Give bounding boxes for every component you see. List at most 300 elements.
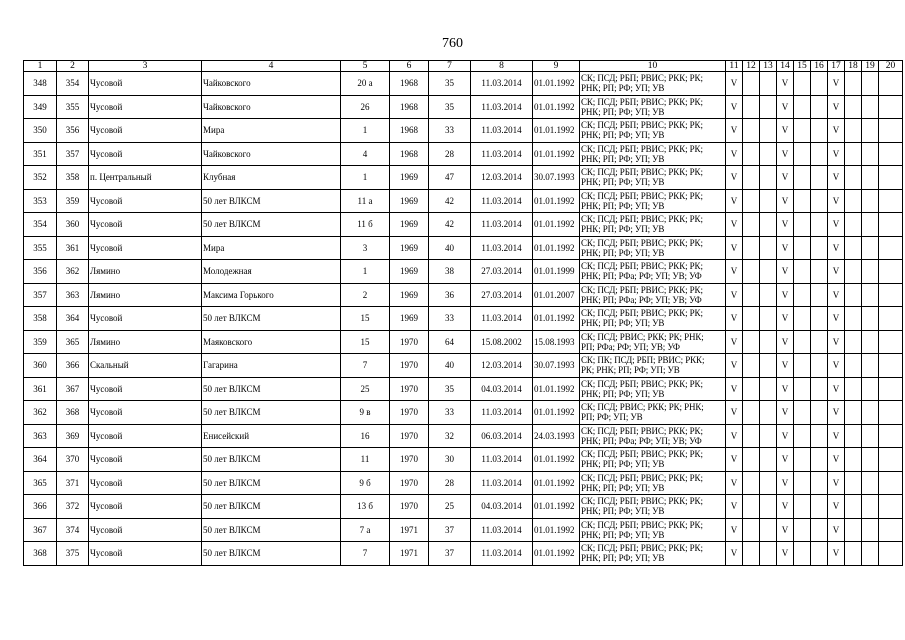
table-row xyxy=(24,119,903,143)
table-row xyxy=(24,448,903,472)
mark-cell-col-11: V xyxy=(726,354,743,378)
mark-cell-col-17: V xyxy=(828,236,845,260)
mark-cell-col-15 xyxy=(794,283,811,307)
record-number-cell: 364 xyxy=(57,307,89,331)
house-number-cell: 15 xyxy=(341,307,390,331)
mark-cell-col-14: V xyxy=(777,119,794,143)
mark-cell-col-17: V xyxy=(828,401,845,425)
column-header-10: 10 xyxy=(580,61,726,72)
mark-cell-col-11: V xyxy=(726,213,743,237)
column-header-6: 6 xyxy=(390,61,429,72)
mark-cell-col-13 xyxy=(760,95,777,119)
mark-cell-col-14: V xyxy=(777,401,794,425)
mark-cell-col-13 xyxy=(760,330,777,354)
mark-cell-col-15 xyxy=(794,401,811,425)
mark-cell-col-11: V xyxy=(726,119,743,143)
work-types-line-2: РНК; РП; РФ; УП; УВ xyxy=(581,200,665,211)
work-types-line-2: РНК; РП; РФ; УП; УВ xyxy=(581,318,665,329)
house-number-cell: 2 xyxy=(341,283,390,307)
work-types-line-2: РНК; РП; РФ; УП; УВ xyxy=(581,459,665,470)
build-year-cell: 1969 xyxy=(390,213,429,237)
mark-cell-col-15 xyxy=(794,119,811,143)
mark-cell-col-20 xyxy=(879,260,903,284)
mark-cell-col-15 xyxy=(794,448,811,472)
wear-percent-cell: 32 xyxy=(429,424,471,448)
table-row xyxy=(24,166,903,190)
work-types-line-1: СК; ПСД; РБП; РВИС; РКК; РК; xyxy=(581,425,703,436)
table-row xyxy=(24,518,903,542)
locality-cell: Чусовой xyxy=(89,307,202,331)
build-year-cell: 1970 xyxy=(390,354,429,378)
mark-cell-col-11: V xyxy=(726,401,743,425)
street-cell: 50 лет ВЛКСМ xyxy=(202,495,341,519)
street-cell: 50 лет ВЛКСМ xyxy=(202,213,341,237)
mark-cell-col-16 xyxy=(811,213,828,237)
mark-cell-col-19 xyxy=(862,72,879,96)
privatization-date-cell: 01.01.1992 xyxy=(533,448,580,472)
street-cell: Мира xyxy=(202,236,341,260)
table-row xyxy=(24,260,903,284)
wear-percent-cell: 35 xyxy=(429,95,471,119)
row-index-cell: 358 xyxy=(24,307,57,331)
mark-cell-col-19 xyxy=(862,260,879,284)
page-number: 760 xyxy=(442,36,463,51)
mark-cell-col-12 xyxy=(743,354,760,378)
mark-cell-col-12 xyxy=(743,119,760,143)
record-number-cell: 371 xyxy=(57,471,89,495)
record-number-cell: 355 xyxy=(57,95,89,119)
column-header-3: 3 xyxy=(89,61,202,72)
mark-cell-col-19 xyxy=(862,307,879,331)
wear-percent-cell: 42 xyxy=(429,189,471,213)
work-types-line-1: СК; ПСД; РБП; РВИС; РКК; РК; xyxy=(581,449,703,460)
column-header-8: 8 xyxy=(471,61,533,72)
work-types-line-2: РК; РНК; РП; РФ; УП; УВ xyxy=(581,365,680,376)
work-types-line-2: РНК; РП; РФ; УП; УВ xyxy=(581,106,665,117)
mark-cell-col-20 xyxy=(879,166,903,190)
survey-date-cell: 12.03.2014 xyxy=(471,166,533,190)
mark-cell-col-11: V xyxy=(726,142,743,166)
table-row xyxy=(24,213,903,237)
locality-cell: Чусовой xyxy=(89,213,202,237)
build-year-cell: 1969 xyxy=(390,189,429,213)
privatization-date-cell: 30.07.1993 xyxy=(533,166,580,190)
mark-cell-col-14: V xyxy=(777,448,794,472)
mark-cell-col-16 xyxy=(811,142,828,166)
mark-cell-col-19 xyxy=(862,518,879,542)
house-number-cell: 11 а xyxy=(341,189,390,213)
mark-cell-col-16 xyxy=(811,542,828,566)
mark-cell-col-17: V xyxy=(828,95,845,119)
mark-cell-col-20 xyxy=(879,448,903,472)
survey-date-cell: 04.03.2014 xyxy=(471,377,533,401)
mark-cell-col-14: V xyxy=(777,260,794,284)
build-year-cell: 1970 xyxy=(390,401,429,425)
work-types-line-1: СК; ПСД; РБП; РВИС; РКК; РК; xyxy=(581,96,703,107)
column-header-11: 11 xyxy=(726,61,743,72)
mark-cell-col-20 xyxy=(879,119,903,143)
wear-percent-cell: 35 xyxy=(429,72,471,96)
mark-cell-col-14: V xyxy=(777,166,794,190)
wear-percent-cell: 33 xyxy=(429,401,471,425)
survey-date-cell: 11.03.2014 xyxy=(471,401,533,425)
table-row xyxy=(24,424,903,448)
wear-percent-cell: 64 xyxy=(429,330,471,354)
build-year-cell: 1969 xyxy=(390,307,429,331)
mark-cell-col-14: V xyxy=(777,354,794,378)
mark-cell-col-20 xyxy=(879,354,903,378)
work-types-cell xyxy=(580,542,726,566)
build-year-cell: 1968 xyxy=(390,72,429,96)
locality-cell: Лямино xyxy=(89,283,202,307)
mark-cell-col-13 xyxy=(760,377,777,401)
mark-cell-col-14: V xyxy=(777,95,794,119)
mark-cell-col-19 xyxy=(862,213,879,237)
mark-cell-col-12 xyxy=(743,330,760,354)
mark-cell-col-16 xyxy=(811,95,828,119)
mark-cell-col-19 xyxy=(862,283,879,307)
locality-cell: Чусовой xyxy=(89,236,202,260)
street-cell: Маяковского xyxy=(202,330,341,354)
work-types-line-2: РНК; РП; РФ; УП; УВ xyxy=(581,529,665,540)
mark-cell-col-16 xyxy=(811,307,828,331)
row-index-cell: 361 xyxy=(24,377,57,401)
work-types-cell xyxy=(580,307,726,331)
build-year-cell: 1968 xyxy=(390,119,429,143)
survey-date-cell: 11.03.2014 xyxy=(471,119,533,143)
mark-cell-col-18 xyxy=(845,518,862,542)
mark-cell-col-14: V xyxy=(777,189,794,213)
mark-cell-col-18 xyxy=(845,213,862,237)
row-index-cell: 367 xyxy=(24,518,57,542)
mark-cell-col-16 xyxy=(811,401,828,425)
mark-cell-col-15 xyxy=(794,166,811,190)
locality-cell: п. Центральный xyxy=(89,166,202,190)
wear-percent-cell: 25 xyxy=(429,495,471,519)
mark-cell-col-13 xyxy=(760,72,777,96)
survey-date-cell: 11.03.2014 xyxy=(471,95,533,119)
locality-cell: Чусовой xyxy=(89,471,202,495)
mark-cell-col-12 xyxy=(743,166,760,190)
mark-cell-col-20 xyxy=(879,495,903,519)
survey-date-cell: 04.03.2014 xyxy=(471,495,533,519)
mark-cell-col-20 xyxy=(879,424,903,448)
survey-date-cell: 11.03.2014 xyxy=(471,189,533,213)
mark-cell-col-15 xyxy=(794,495,811,519)
mark-cell-col-19 xyxy=(862,495,879,519)
column-header-17: 17 xyxy=(828,61,845,72)
survey-date-cell: 11.03.2014 xyxy=(471,72,533,96)
column-header-12: 12 xyxy=(743,61,760,72)
street-cell: 50 лет ВЛКСМ xyxy=(202,401,341,425)
mark-cell-col-15 xyxy=(794,518,811,542)
mark-cell-col-12 xyxy=(743,542,760,566)
wear-percent-cell: 42 xyxy=(429,213,471,237)
column-header-4: 4 xyxy=(202,61,341,72)
mark-cell-col-15 xyxy=(794,236,811,260)
work-types-line-1: СК; ПСД; РБП; РВИС; РКК; РК; xyxy=(581,261,703,272)
mark-cell-col-20 xyxy=(879,189,903,213)
row-index-cell: 363 xyxy=(24,424,57,448)
mark-cell-col-12 xyxy=(743,401,760,425)
work-types-cell xyxy=(580,330,726,354)
mark-cell-col-17: V xyxy=(828,72,845,96)
work-types-cell xyxy=(580,377,726,401)
record-number-cell: 361 xyxy=(57,236,89,260)
table-body xyxy=(24,72,903,566)
mark-cell-col-20 xyxy=(879,72,903,96)
work-types-line-1: СК; ПСД; РБП; РВИС; РКК; РК; xyxy=(581,143,703,154)
row-index-cell: 365 xyxy=(24,471,57,495)
mark-cell-col-18 xyxy=(845,424,862,448)
table-row xyxy=(24,72,903,96)
mark-cell-col-14: V xyxy=(777,142,794,166)
mark-cell-col-15 xyxy=(794,424,811,448)
work-types-line-1: СК; ПСД; РБП; РВИС; РКК; РК; xyxy=(581,214,703,225)
build-year-cell: 1971 xyxy=(390,518,429,542)
house-number-cell: 1 xyxy=(341,119,390,143)
row-index-cell: 348 xyxy=(24,72,57,96)
column-header-9: 9 xyxy=(533,61,580,72)
mark-cell-col-11: V xyxy=(726,495,743,519)
column-header-14: 14 xyxy=(777,61,794,72)
mark-cell-col-14: V xyxy=(777,307,794,331)
mark-cell-col-17: V xyxy=(828,377,845,401)
privatization-date-cell: 15.08.1993 xyxy=(533,330,580,354)
work-types-line-1: СК; ПСД; РБП; РВИС; РКК; РК; xyxy=(581,308,703,319)
mark-cell-col-12 xyxy=(743,495,760,519)
mark-cell-col-11: V xyxy=(726,330,743,354)
work-types-line-2: РНК; РП; РФ; УП; УВ xyxy=(581,388,665,399)
street-cell: 50 лет ВЛКСМ xyxy=(202,518,341,542)
work-types-line-2: РНК; РП; РФ; УП; УВ xyxy=(581,482,665,493)
row-index-cell: 352 xyxy=(24,166,57,190)
mark-cell-col-17: V xyxy=(828,542,845,566)
wear-percent-cell: 28 xyxy=(429,471,471,495)
mark-cell-col-13 xyxy=(760,471,777,495)
mark-cell-col-16 xyxy=(811,495,828,519)
work-types-cell xyxy=(580,72,726,96)
mark-cell-col-20 xyxy=(879,213,903,237)
mark-cell-col-14: V xyxy=(777,72,794,96)
work-types-line-2: РП; РФа; РФ; УП; УВ; УФ xyxy=(581,341,680,352)
mark-cell-col-19 xyxy=(862,401,879,425)
house-number-cell: 1 xyxy=(341,260,390,284)
mark-cell-col-13 xyxy=(760,448,777,472)
column-header-18: 18 xyxy=(845,61,862,72)
mark-cell-col-19 xyxy=(862,377,879,401)
mark-cell-col-18 xyxy=(845,260,862,284)
mark-cell-col-18 xyxy=(845,542,862,566)
row-index-cell: 362 xyxy=(24,401,57,425)
column-header-16: 16 xyxy=(811,61,828,72)
street-cell: 50 лет ВЛКСМ xyxy=(202,542,341,566)
locality-cell: Чусовой xyxy=(89,424,202,448)
record-number-cell: 358 xyxy=(57,166,89,190)
survey-date-cell: 11.03.2014 xyxy=(471,518,533,542)
wear-percent-cell: 28 xyxy=(429,142,471,166)
mark-cell-col-17: V xyxy=(828,495,845,519)
mark-cell-col-13 xyxy=(760,307,777,331)
mark-cell-col-15 xyxy=(794,189,811,213)
mark-cell-col-12 xyxy=(743,142,760,166)
locality-cell: Чусовой xyxy=(89,95,202,119)
mark-cell-col-19 xyxy=(862,424,879,448)
mark-cell-col-13 xyxy=(760,354,777,378)
house-number-cell: 7 xyxy=(341,542,390,566)
mark-cell-col-13 xyxy=(760,283,777,307)
work-types-cell xyxy=(580,119,726,143)
survey-date-cell: 11.03.2014 xyxy=(471,213,533,237)
street-cell: 50 лет ВЛКСМ xyxy=(202,307,341,331)
row-index-cell: 351 xyxy=(24,142,57,166)
table-row xyxy=(24,95,903,119)
mark-cell-col-16 xyxy=(811,236,828,260)
work-types-line-1: СК; ПСД; РВИС; РКК; РК; РНК; xyxy=(581,402,704,413)
mark-cell-col-11: V xyxy=(726,72,743,96)
locality-cell: Чусовой xyxy=(89,189,202,213)
mark-cell-col-12 xyxy=(743,448,760,472)
mark-cell-col-15 xyxy=(794,471,811,495)
build-year-cell: 1970 xyxy=(390,377,429,401)
mark-cell-col-15 xyxy=(794,95,811,119)
street-cell: 50 лет ВЛКСМ xyxy=(202,448,341,472)
mark-cell-col-16 xyxy=(811,354,828,378)
wear-percent-cell: 40 xyxy=(429,354,471,378)
mark-cell-col-18 xyxy=(845,95,862,119)
locality-cell: Чусовой xyxy=(89,142,202,166)
mark-cell-col-17: V xyxy=(828,424,845,448)
locality-cell: Лямино xyxy=(89,330,202,354)
work-types-line-1: СК; ПСД; РБП; РВИС; РКК; РК; xyxy=(581,472,703,483)
work-types-cell xyxy=(580,518,726,542)
column-header-20: 20 xyxy=(879,61,903,72)
mark-cell-col-17: V xyxy=(828,189,845,213)
mark-cell-col-18 xyxy=(845,471,862,495)
mark-cell-col-12 xyxy=(743,283,760,307)
mark-cell-col-16 xyxy=(811,72,828,96)
mark-cell-col-13 xyxy=(760,236,777,260)
work-types-line-2: РНК; РП; РФ; УП; УВ xyxy=(581,153,665,164)
mark-cell-col-14: V xyxy=(777,377,794,401)
table-row xyxy=(24,189,903,213)
mark-cell-col-18 xyxy=(845,166,862,190)
mark-cell-col-11: V xyxy=(726,518,743,542)
wear-percent-cell: 30 xyxy=(429,448,471,472)
privatization-date-cell: 01.01.1992 xyxy=(533,95,580,119)
build-year-cell: 1970 xyxy=(390,330,429,354)
privatization-date-cell: 24.03.1993 xyxy=(533,424,580,448)
survey-date-cell: 11.03.2014 xyxy=(471,236,533,260)
table-row xyxy=(24,236,903,260)
record-number-cell: 366 xyxy=(57,354,89,378)
privatization-date-cell: 01.01.1992 xyxy=(533,401,580,425)
survey-date-cell: 27.03.2014 xyxy=(471,260,533,284)
build-year-cell: 1968 xyxy=(390,95,429,119)
row-index-cell: 359 xyxy=(24,330,57,354)
mark-cell-col-19 xyxy=(862,166,879,190)
house-number-cell: 26 xyxy=(341,95,390,119)
build-year-cell: 1971 xyxy=(390,542,429,566)
house-number-cell: 11 xyxy=(341,448,390,472)
survey-date-cell: 06.03.2014 xyxy=(471,424,533,448)
work-types-line-1: СК; ПСД; РБП; РВИС; РКК; РК; xyxy=(581,543,703,554)
mark-cell-col-11: V xyxy=(726,260,743,284)
column-header-15: 15 xyxy=(794,61,811,72)
house-number-cell: 25 xyxy=(341,377,390,401)
column-header-1: 1 xyxy=(24,61,57,72)
house-number-cell: 4 xyxy=(341,142,390,166)
privatization-date-cell: 01.01.1992 xyxy=(533,542,580,566)
table-row xyxy=(24,142,903,166)
privatization-date-cell: 01.01.1992 xyxy=(533,471,580,495)
mark-cell-col-11: V xyxy=(726,448,743,472)
mark-cell-col-16 xyxy=(811,283,828,307)
record-number-cell: 357 xyxy=(57,142,89,166)
build-year-cell: 1970 xyxy=(390,424,429,448)
street-cell: Чайковского xyxy=(202,142,341,166)
work-types-line-1: СК; ПСД; РБП; РВИС; РКК; РК; xyxy=(581,284,703,295)
privatization-date-cell: 01.01.1992 xyxy=(533,236,580,260)
work-types-cell xyxy=(580,260,726,284)
record-number-cell: 367 xyxy=(57,377,89,401)
work-types-cell xyxy=(580,189,726,213)
mark-cell-col-18 xyxy=(845,354,862,378)
mark-cell-col-15 xyxy=(794,330,811,354)
privatization-date-cell: 01.01.2007 xyxy=(533,283,580,307)
mark-cell-col-12 xyxy=(743,72,760,96)
column-header-5: 5 xyxy=(341,61,390,72)
privatization-date-cell: 01.01.1992 xyxy=(533,495,580,519)
mark-cell-col-12 xyxy=(743,189,760,213)
mark-cell-col-11: V xyxy=(726,542,743,566)
privatization-date-cell: 01.01.1992 xyxy=(533,119,580,143)
mark-cell-col-20 xyxy=(879,283,903,307)
locality-cell: Чусовой xyxy=(89,495,202,519)
locality-cell: Чусовой xyxy=(89,518,202,542)
mark-cell-col-16 xyxy=(811,448,828,472)
build-year-cell: 1969 xyxy=(390,166,429,190)
mark-cell-col-11: V xyxy=(726,471,743,495)
mark-cell-col-13 xyxy=(760,495,777,519)
work-types-cell xyxy=(580,448,726,472)
mark-cell-col-18 xyxy=(845,189,862,213)
mark-cell-col-11: V xyxy=(726,189,743,213)
mark-cell-col-15 xyxy=(794,72,811,96)
mark-cell-col-15 xyxy=(794,354,811,378)
work-types-line-2: РНК; РП; РФа; РФ; УП; УВ; УФ xyxy=(581,435,702,446)
street-cell: Енисейский xyxy=(202,424,341,448)
build-year-cell: 1970 xyxy=(390,471,429,495)
record-number-cell: 362 xyxy=(57,260,89,284)
locality-cell: Чусовой xyxy=(89,377,202,401)
work-types-line-2: РНК; РП; РФ; УП; УВ xyxy=(581,83,665,94)
mark-cell-col-15 xyxy=(794,377,811,401)
mark-cell-col-20 xyxy=(879,307,903,331)
wear-percent-cell: 47 xyxy=(429,166,471,190)
mark-cell-col-12 xyxy=(743,307,760,331)
work-types-line-1: СК; ПСД; РБП; РВИС; РКК; РК; xyxy=(581,378,703,389)
header-row xyxy=(24,61,903,72)
privatization-date-cell: 01.01.1992 xyxy=(533,377,580,401)
work-types-line-2: РНК; РП; РФ; УП; УВ xyxy=(581,130,665,141)
mark-cell-col-20 xyxy=(879,236,903,260)
mark-cell-col-16 xyxy=(811,260,828,284)
table-row xyxy=(24,330,903,354)
survey-date-cell: 11.03.2014 xyxy=(471,307,533,331)
wear-percent-cell: 35 xyxy=(429,377,471,401)
locality-cell: Чусовой xyxy=(89,119,202,143)
